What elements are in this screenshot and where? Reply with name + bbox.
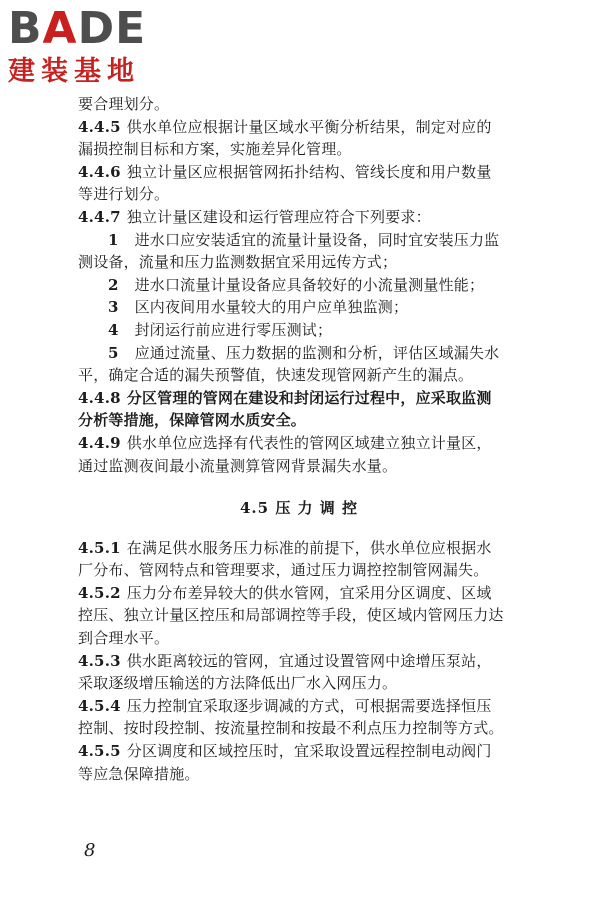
text-line: 分析等措施，保障管网水质安全。 — [78, 411, 307, 430]
logo — [8, 4, 178, 88]
clause-text: 独立计量区建设和运行管理应符合下列要求： — [126, 207, 431, 226]
clause-4-4-5 — [78, 116, 520, 139]
list-item-3 — [78, 296, 520, 319]
clause-text: 分区管理的管网在建设和封闭运行过程中，应采取监测 — [126, 388, 492, 407]
item-text: 应通过流量、压力数据的监测和分析，评估区域漏失水 — [134, 343, 500, 362]
clause-4-4-8 — [78, 387, 520, 410]
clause-4-5-3 — [78, 650, 520, 673]
clause-text: 供水单位应选择有代表性的管网区域建立独立计量区， — [126, 433, 492, 452]
item-text: 进水口流量计量设备应具备较好的小流量测量性能； — [134, 275, 485, 294]
clause-number: 4.4.6 — [78, 162, 121, 181]
clause-4-5-2 — [78, 582, 520, 605]
clause-text: 在满足供水服务压力标准的前提下，供水单位应根据水 — [126, 538, 492, 557]
section-heading: 4.5 压 力 调 控 — [240, 499, 358, 518]
item-text: 封闭运行前应进行零压测试； — [134, 320, 333, 339]
clause-number: 4.4.8 — [78, 388, 121, 407]
clause-text: 分区调度和区域控压时，宜采取设置远程控制电动阀门 — [126, 742, 492, 761]
text-line: 通过监测夜间最小流量测算管网背景漏失水量。 — [78, 456, 398, 475]
logo-brand-accent: A — [42, 3, 78, 54]
clause-number: 4.5.4 — [78, 696, 121, 715]
text-line: 厂分布、管网特点和管理要求，通过压力调控控制管网漏失。 — [78, 561, 489, 580]
clause-4-5-1 — [78, 537, 520, 560]
clause-number: 4.5.3 — [78, 651, 121, 670]
item-text: 区内夜间用水量较大的用户应单独监测； — [134, 298, 409, 317]
item-number: 4 — [108, 320, 119, 339]
text-line: 测设备，流量和压力监测数据宜采用远传方式； — [78, 253, 398, 272]
list-item-4 — [78, 319, 520, 342]
item-number: 5 — [108, 343, 119, 362]
text-line: 要合理划分。 — [78, 95, 170, 113]
clause-text: 供水距离较远的管网，宜通过设置管网中途增压泵站， — [126, 651, 492, 670]
logo-brand-pre: B — [8, 3, 43, 54]
logo-brand-post: DE — [77, 3, 147, 54]
document-body — [78, 93, 520, 785]
clause-number: 4.4.7 — [78, 207, 121, 226]
clause-text: 独立计量区应根据管网拓扑结构、管线长度和用户数量 — [126, 162, 492, 181]
logo-subtitle: 建装基地 — [8, 56, 140, 87]
logo-brand — [8, 4, 178, 54]
text-line: 到合理水平。 — [78, 629, 170, 648]
text-line: 平，确定合适的漏失预警值，快速发现管网新产生的漏点。 — [78, 366, 474, 385]
text-line: 控制、按时段控制、按流量控制和按最不利点压力控制等方式。 — [78, 719, 504, 738]
list-item-5 — [78, 342, 520, 365]
clause-text: 压力控制宜采取逐步调减的方式，可根据需要选择恒压 — [126, 696, 492, 715]
text-line: 控压、独立计量区控压和局部调控等手段，使区域内管网压力达 — [78, 606, 504, 625]
text-line: 等进行划分。 — [78, 185, 170, 204]
text-line: 漏损控制目标和方案，实施差异化管理。 — [78, 140, 352, 159]
clause-number: 4.4.5 — [78, 117, 121, 136]
item-number: 2 — [108, 275, 119, 294]
clause-4-5-5 — [78, 740, 520, 763]
clause-number: 4.5.5 — [78, 742, 121, 761]
text-line: 等应急保障措施。 — [78, 764, 200, 783]
text-line: 采取逐级增压输送的方法降低出厂水入网压力。 — [78, 674, 398, 693]
clause-4-4-7 — [78, 206, 520, 229]
clause-4-4-9 — [78, 432, 520, 455]
clause-number: 4.5.2 — [78, 583, 121, 602]
clause-4-4-6 — [78, 161, 520, 184]
page-number: 8 — [84, 840, 96, 861]
clause-number: 4.5.1 — [78, 538, 121, 557]
clause-number: 4.4.9 — [78, 433, 121, 452]
item-text: 进水口应安装适宜的流量计量设备，同时宜安装压力监 — [134, 230, 500, 249]
list-item-1 — [78, 229, 520, 252]
item-number: 3 — [108, 298, 119, 317]
clause-text: 压力分布差异较大的供水管网，宜采用分区调度、区域 — [126, 583, 492, 602]
item-number: 1 — [108, 230, 119, 249]
clause-text: 供水单位应根据计量区域水平衡分析结果，制定对应的 — [126, 117, 492, 136]
list-item-2 — [78, 274, 520, 297]
clause-4-5-4 — [78, 695, 520, 718]
